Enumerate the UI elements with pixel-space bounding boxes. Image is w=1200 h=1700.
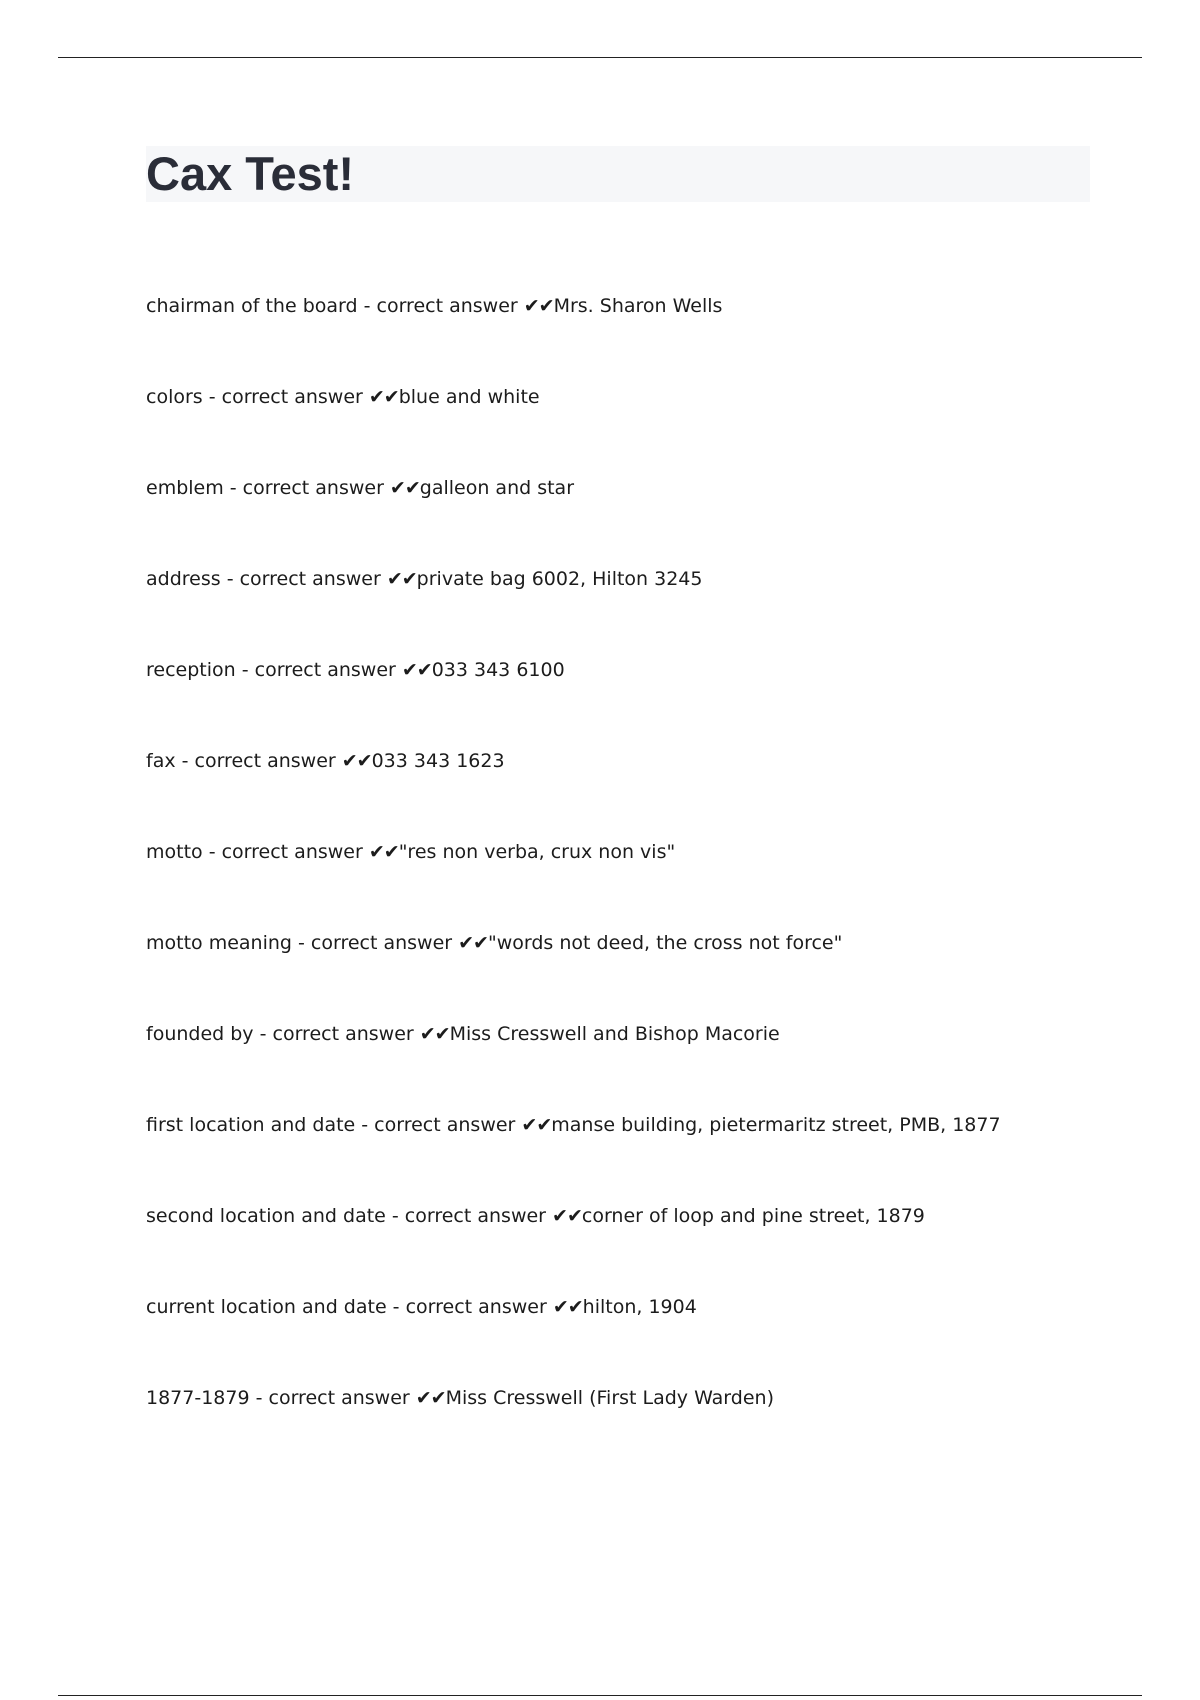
bottom-rule (58, 1695, 1142, 1696)
double-check-icon: ✔✔ (523, 295, 554, 317)
answer-separator: - correct answer (235, 659, 402, 681)
double-check-icon: ✔✔ (401, 659, 432, 681)
top-rule (58, 57, 1142, 58)
question-text: founded by (146, 1023, 254, 1045)
answer-text: "res non verba, crux non vis" (398, 841, 676, 863)
qa-item (146, 1200, 1090, 1291)
answer-text: Miss Cresswell and Bishop Macorie (449, 1023, 780, 1045)
answer-text: galleon and star (419, 477, 575, 499)
question-text: second location and date (146, 1205, 386, 1227)
qa-item (146, 563, 1090, 654)
qa-item (146, 1018, 1090, 1109)
qa-item (146, 290, 1090, 381)
double-check-icon: ✔✔ (521, 1114, 552, 1136)
double-check-icon: ✔✔ (415, 1387, 446, 1409)
question-text: current location and date (146, 1296, 387, 1318)
page-title: Cax Test! (146, 147, 355, 200)
question-text: 1877-1879 (146, 1387, 250, 1409)
answer-text: 033 343 1623 (371, 750, 505, 772)
answer-separator: - correct answer (253, 1023, 420, 1045)
double-check-icon: ✔✔ (389, 477, 420, 499)
question-text: chairman of the board (146, 295, 358, 317)
answer-separator: - correct answer (355, 1114, 522, 1136)
answer-separator: - correct answer (202, 841, 369, 863)
double-check-icon: ✔✔ (386, 568, 417, 590)
question-text: fax (146, 750, 176, 772)
answer-separator: - correct answer (175, 750, 342, 772)
answer-text: blue and white (398, 386, 540, 408)
answer-text: corner of loop and pine street, 1879 (581, 1205, 925, 1227)
qa-item (146, 927, 1090, 1018)
answer-separator: - correct answer (223, 477, 390, 499)
answer-separator: - correct answer (249, 1387, 416, 1409)
answer-separator: - correct answer (386, 1296, 553, 1318)
double-check-icon: ✔✔ (552, 1296, 583, 1318)
question-text: motto meaning (146, 932, 292, 954)
answer-text: 033 343 6100 (431, 659, 565, 681)
question-text: emblem (146, 477, 224, 499)
double-check-icon: ✔✔ (552, 1205, 582, 1227)
question-text: first location and date (146, 1114, 356, 1136)
question-text: colors (146, 386, 203, 408)
qa-item (146, 1291, 1090, 1382)
answer-text: manse building, pietermaritz street, PMB, 1877 (551, 1114, 1001, 1136)
question-text: motto (146, 841, 203, 863)
double-check-icon: ✔✔ (458, 932, 488, 954)
question-text: reception (146, 659, 236, 681)
answer-text: private bag 6002, Hilton 3245 (416, 568, 703, 590)
qa-list (146, 290, 1090, 1473)
qa-item (146, 1109, 1090, 1200)
double-check-icon: ✔✔ (368, 386, 399, 408)
qa-item (146, 836, 1090, 927)
qa-item (146, 654, 1090, 745)
double-check-icon: ✔✔ (341, 750, 372, 772)
double-check-icon: ✔✔ (368, 841, 399, 863)
answer-text: hilton, 1904 (582, 1296, 697, 1318)
answer-text: Miss Cresswell (First Lady Warden) (445, 1387, 774, 1409)
qa-item (146, 1382, 1090, 1473)
qa-item (146, 381, 1090, 472)
answer-text: Mrs. Sharon Wells (553, 295, 723, 317)
answer-separator: - correct answer (220, 568, 387, 590)
answer-separator: - correct answer (357, 295, 524, 317)
answer-separator: - correct answer (291, 932, 459, 954)
answer-text: "words not deed, the cross not force" (487, 932, 843, 954)
qa-item (146, 745, 1090, 836)
answer-separator: - correct answer (202, 386, 369, 408)
double-check-icon: ✔✔ (419, 1023, 450, 1045)
qa-item (146, 472, 1090, 563)
question-text: address (146, 568, 221, 590)
title-banner (146, 146, 1090, 202)
answer-separator: - correct answer (385, 1205, 553, 1227)
